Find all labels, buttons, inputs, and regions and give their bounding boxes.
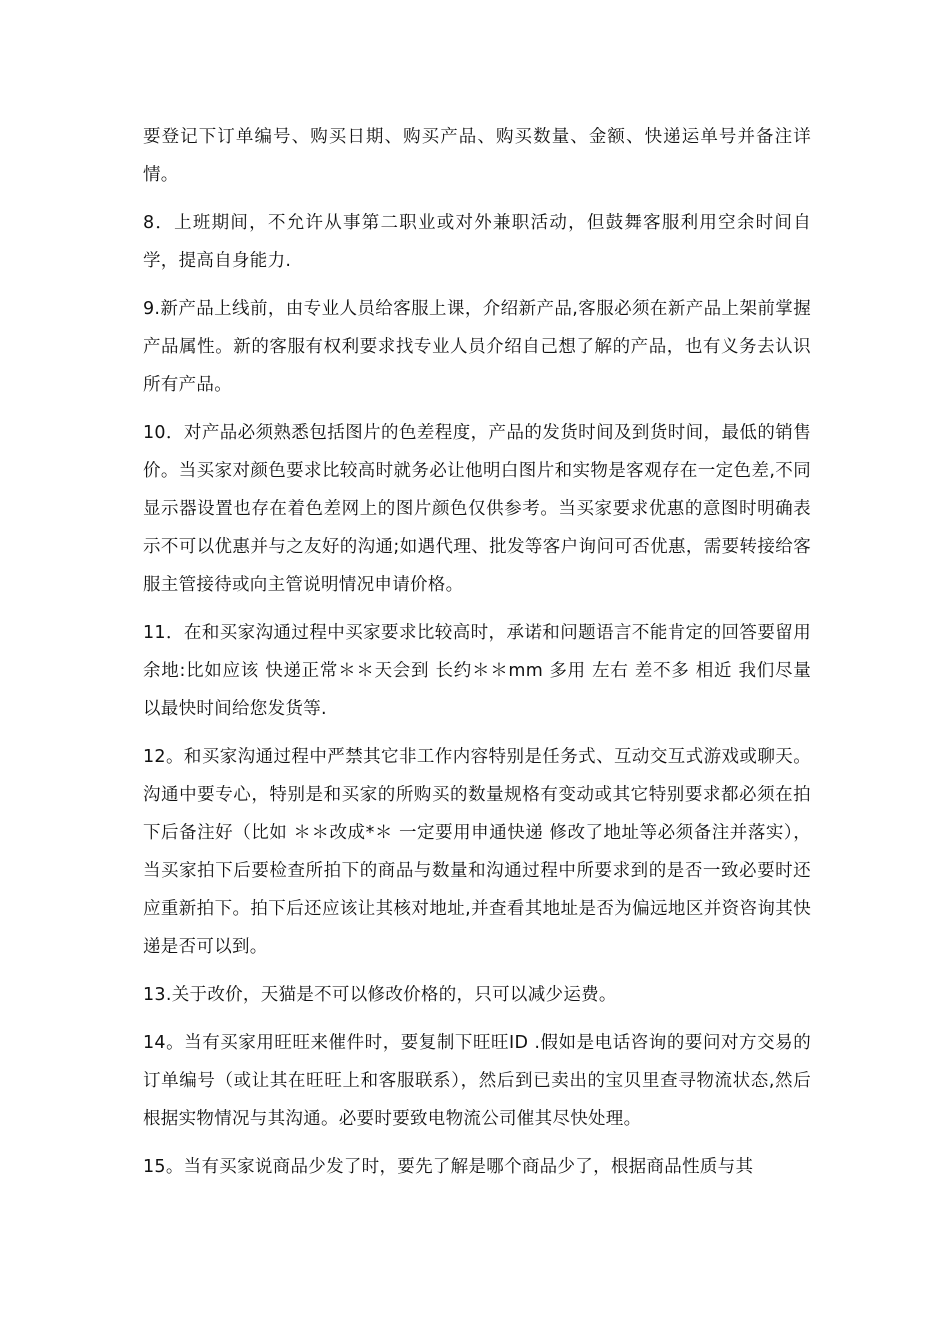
paragraph-item-9: 9.新产品上线前，由专业人员给客服上课，介绍新产品,客服必须在新产品上架前掌握产品属性。新的客服有权利要求找专业人员介绍自己想了解的产品，也有义务去认识所有产品。 [143,299,811,395]
paragraph-item-10: 10．对产品必须熟悉包括图片的色差程度，产品的发货时间及到货时间，最低的销售价。当买家对颜色要求比较高时就务必让他明白图片和实物是客观存在一定色差,不同显示器设置也存在着色差网上的图片颜色仅供参考。当买家要求优惠的意图时明确表示不可以优惠并与之友好的沟通;如遇代理、批发等客户询问可否优惠，需要转接给客服主管接待或向主管说明情况申请价格。 [143,423,811,595]
paragraph-item-11: 11．在和买家沟通过程中买家要求比较高时，承诺和问题语言不能肯定的回答要留用余地:比如应该 快递正常＊＊天会到 长约＊＊mm 多用 左右 差不多 相近 我们尽量以最快时间给您发货等. [143,623,811,719]
paragraph-order-record: 要登记下订单编号、购买日期、购买产品、购买数量、金额、快递运单号并备注详情。 [143,127,811,185]
document-body [143,118,811,1196]
paragraph-item-13: 13.关于改价，天猫是不可以修改价格的，只可以减少运费。 [143,985,617,1005]
paragraph-item-14: 14。当有买家用旺旺来催件时，要复制下旺旺ID .假如是电话咨询的要问对方交易的订单编号（或让其在旺旺上和客服联系），然后到已卖出的宝贝里查寻物流状态,然后根据实物情况与其沟通。必要时要致电物流公司催其尽快处理。 [143,1033,811,1129]
paragraph-item-12: 12。和买家沟通过程中严禁其它非工作内容特别是任务式、互动交互式游戏或聊天。沟通中要专心，特别是和买家的所购买的数量规格有变动或其它特别要求都必须在拍下后备注好（比如 ＊＊改成*＊ 一定要用申通快递 修改了地址等必须备注并落实），当买家拍下后要检查所拍下的商品与数量和沟通过程中所要求到的是否一致必要时还应重新拍下。拍下后还应该让其核对地址,并查看其地址是否为偏远地区并资咨询其快递是否可以到。 [143,747,811,957]
paragraph-item-8: 8．上班期间，不允许从事第二职业或对外兼职活动，但鼓舞客服利用空余时间自学，提高自身能力. [143,213,811,271]
paragraph-item-15: 15。当有买家说商品少发了时，要先了解是哪个商品少了，根据商品性质与其 [143,1157,754,1177]
